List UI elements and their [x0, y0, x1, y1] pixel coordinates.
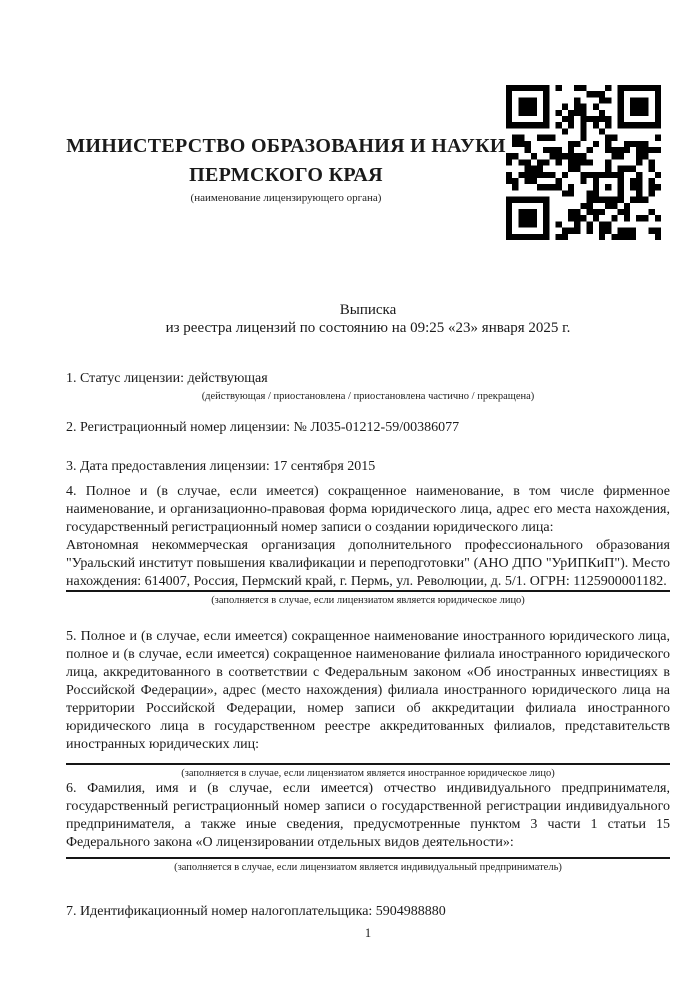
- registration-number-item: [66, 419, 670, 437]
- fill-line: [66, 857, 670, 859]
- license-status-text: 1. Статус лицензии: действующая: [66, 371, 268, 386]
- ministry-name-line2: ПЕРМСКОГО КРАЯ: [189, 164, 383, 186]
- legal-entity-value: Автономная некоммерческая организация дополнительного профессионального образования "Уральский институт повышения квалификации и переподготовки" (АНО ДПО "УрИПКиП"). Место нахождения: 614007, Россия, Пермский край, г. Пермь, ул. Революции, д. 5/1. ОГРН: 1125900001182.: [66, 538, 670, 589]
- individual-entrepreneur-note: (заполняется в случае, если лицензиатом является индивидуальный предприниматель): [174, 862, 562, 873]
- qr-code-icon: [506, 85, 661, 240]
- extract-title-block: [66, 301, 670, 337]
- license-status-item: [66, 370, 670, 403]
- foreign-entity-label: 5. Полное и (в случае, если имеется) сокращенное наименование иностранного юридического лица, полное и (в случае, если имеется) сокращенное наименование филиала иностранного юридического лица, аккредитованного в соответствии с Федеральным законом «Об иностранных инвестициях в Российской Федерации», адрес (место нахождения) филиала иностранного юридического лица на территории Российской Федерации, номер записи об аккредитации филиала иностранного юридического лица в государственном реестре аккредитованных филиалов, представительств иностранных юридических лиц:: [66, 629, 670, 752]
- individual-entrepreneur-label: 6. Фамилия, имя и (в случае, если имеется) отчество индивидуального предпринимателя, государственный регистрационный номер записи о государственной регистрации индивидуального предпринимателя, а также иные сведения, предусмотренные пунктом 3 части 1 статьи 15 Федерального закона «О лицензировании отдельных видов деятельности»:: [66, 781, 670, 850]
- individual-entrepreneur-item: [66, 780, 670, 874]
- grant-date-item: [66, 458, 670, 476]
- fill-line: [66, 763, 670, 765]
- grant-date-text: 3. Дата предоставления лицензии: 17 сентября 2015: [66, 459, 376, 474]
- foreign-entity-note: (заполняется в случае, если лицензиатом является иностранное юридическое лицо): [181, 768, 555, 779]
- taxpayer-number-item: [66, 903, 670, 921]
- page-number: 1: [364, 926, 372, 940]
- legal-entity-item: [66, 483, 670, 607]
- foreign-entity-item: [66, 628, 670, 780]
- extract-title: Выписка: [339, 302, 397, 318]
- taxpayer-number-text: 7. Идентификационный номер налогоплательщика: 5904988880: [66, 904, 446, 919]
- legal-entity-label: 4. Полное и (в случае, если имеется) сокращенное наименование, в том числе фирменное наименование, и организационно-правовая форма юридического лица, адрес его места нахождения, государственный регистрационный номер записи о создании юридического лица:: [66, 484, 670, 535]
- extract-date-line: из реестра лицензий по состоянию на 09:25 «23» января 2025 г.: [165, 320, 571, 336]
- ministry-name-line1: МИНИСТЕРСТВО ОБРАЗОВАНИЯ И НАУКИ: [66, 135, 506, 157]
- legal-entity-note: (заполняется в случае, если лицензиатом является юридическое лицо): [211, 595, 525, 606]
- license-status-note: (действующая / приостановлена / приостановлена частично / прекращена): [201, 391, 535, 402]
- licensing-authority-note: (наименование лицензирующего органа): [190, 192, 382, 204]
- ministry-header: [66, 132, 506, 204]
- registration-number-text: 2. Регистрационный номер лицензии: № Л035-01212-59/00386077: [66, 420, 460, 435]
